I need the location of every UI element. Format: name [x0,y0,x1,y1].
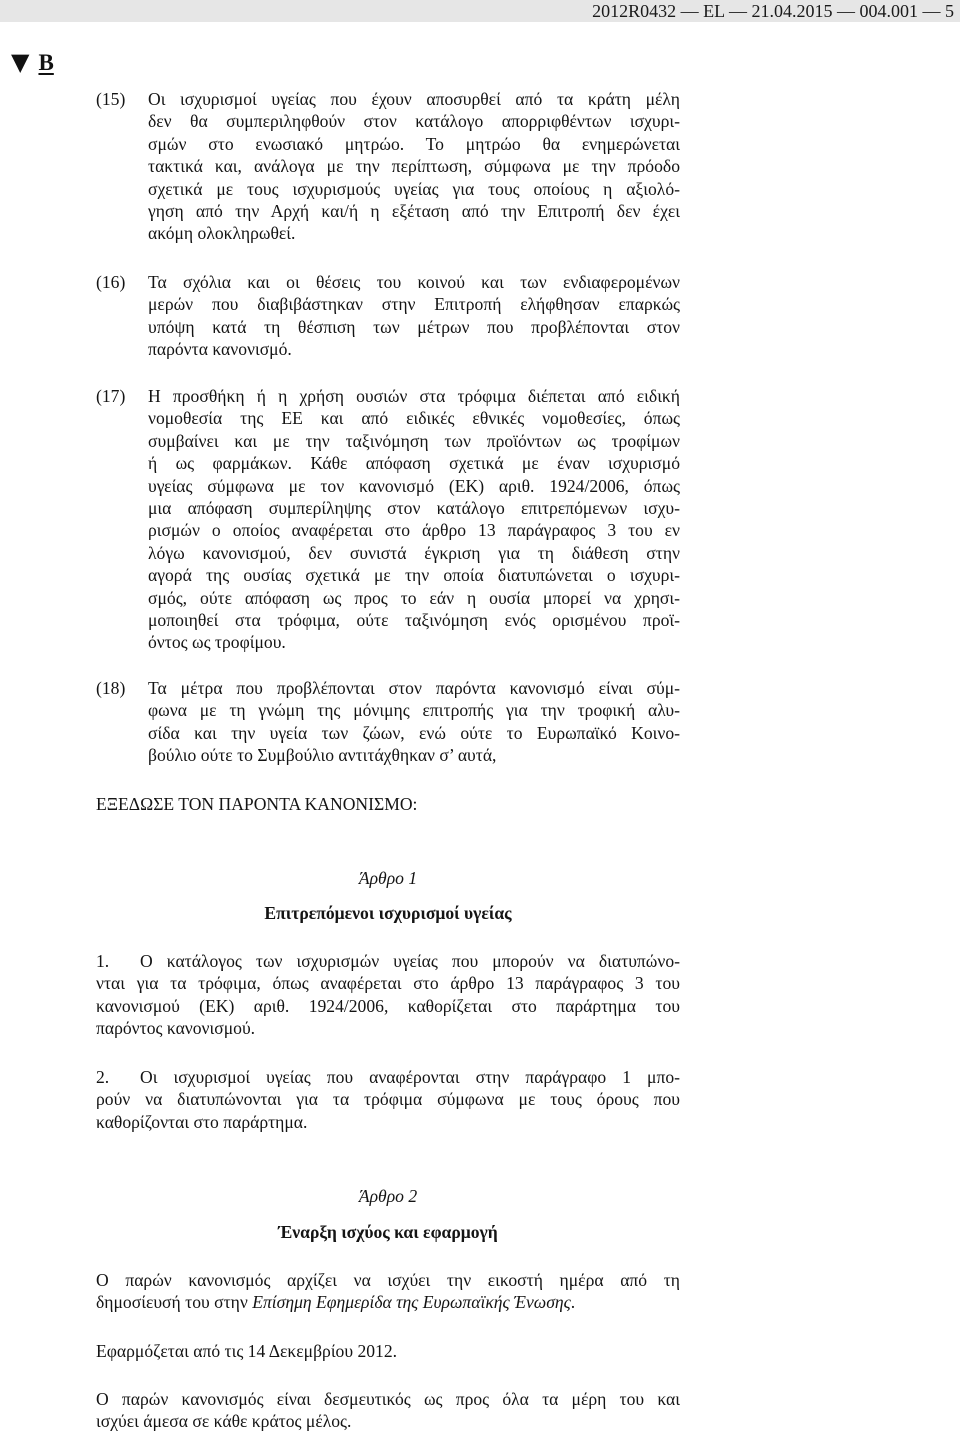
article-1-title: Επιτρεπόμενοι ισχυρισμοί υγείας [264,903,512,923]
recital-line: μερών που διαβιβάστηκαν στην Επιτροπή ελήφθησαν επαρκώς [148,294,680,315]
recital-line: σμών στο ενωσιακό μητρώο. Το μητρώο θα ενημερώνεται [148,133,680,154]
paragraph-line: Ο παρών κανονισμός είναι δεσμευτικός ως προς όλα τα μέρη του και [96,1389,680,1409]
amendment-marker [11,47,54,77]
recital-number: (17) [96,386,126,406]
recital-line: φωνα με τη γνώμη της μόνιμης επιτροπής για την τροφική αλυ- [148,700,680,721]
recital-line: λόγω κανονισμού, δεν συνιστά έγκριση για τη διάθεση στην [148,542,680,563]
paragraph-line: Εφαρμόζεται από τις 14 Δεκεμβρίου 2012. [96,1341,398,1361]
article-2-label: Άρθρο 2 [358,1186,418,1206]
recital-18 [96,677,680,767]
recital-line: όντος ως τροφίμου. [148,632,286,653]
recital-number: (15) [96,89,126,109]
paragraph-line [96,1291,680,1313]
recital-line: Η προσθήκη ή η χρήση ουσιών στα τρόφιμα διέπεται από ειδική [148,386,680,406]
recital-line: ακόμη ολοκληρωθεί. [148,223,296,244]
recital-text [148,271,680,361]
paragraph-line: ισχύει άμεσα σε κάθε κράτος μέλος. [96,1411,352,1432]
enacting-formula-text: ΕΞΕΔΩΣΕ ΤΟΝ ΠΑΡΟΝΤΑ ΚΑΝΟΝΙΣΜΟ: [96,794,418,814]
recital-text [148,677,680,767]
paragraph-line: νται για τα τρόφιμα, όπως αναφέρεται στο άρθρο 13 παράγραφος 3 του [96,973,680,994]
official-journal-title: Επίσημη Εφημερίδα της Ευρωπαϊκής Ένωσης [252,1292,571,1313]
recital-line: Οι ισχυρισμοί υγείας που έχουν αποσυρθεί από τα κράτη μέλη [148,89,680,109]
recital-line: γηση από την Αρχή και/ή η εξέταση από την Επιτροπή δεν έχει [148,200,680,221]
paragraph-text: δημοσίευσή του στην [96,1292,253,1313]
recital-17 [96,385,680,654]
recital-16 [96,271,680,361]
paragraph-line: Ο παρών κανονισμός αρχίζει να ισχύει την εικοστή ημέρα από τη [96,1270,680,1290]
recital-line: Τα μέτρα που προβλέπονται στον παρόντα κανονισμό είναι σύμ- [148,678,680,698]
paragraph-number: 2. [96,1067,110,1087]
recital-line: παρόντα κανονισμό. [148,339,292,360]
paragraph-first-line [96,950,680,972]
recital-line: σμός, ούτε απόφαση ως προς το εάν η ουσία μπορεί να χρησι- [148,587,680,608]
document-reference: 2012R0432 — EL — 21.04.2015 — 004.001 — 5 [592,1,954,21]
article-1-paragraph-2 [96,1066,680,1133]
marker-label: B [38,50,54,75]
paragraph-line: Ο κατάλογος των ισχυρισμών υγείας που μπορούν να διατυπώνο- [140,951,680,971]
page-header [0,0,960,22]
recital-line: τακτικά και, ανάλογα με την περίπτωση, σύμφωνα με την πρόοδο [148,156,680,177]
recital-line: σχετικά με τους ισχυρισμούς υγείας για τους οποίους η αξιολό- [148,178,680,199]
paragraph-line: ρούν να διατυπώνονται για τα τρόφιμα σύμφωνα με τους όρους που [96,1089,680,1110]
recital-text [148,385,680,654]
article-1-label: Άρθρο 1 [358,868,418,888]
article-2-title: Έναρξη ισχύος και εφαρμογή [278,1222,498,1242]
recital-line: ή ως φαρμάκων. Κάθε απόφαση σχετικά με έναν ισχυρισμό [148,453,680,474]
recital-line: νομοθεσία της ΕΕ και από ειδικές εθνικές νομοθεσίες, όπως [148,408,680,429]
recital-number: (18) [96,678,126,698]
article-1-paragraph-1 [96,950,680,1040]
recital-line: ρισμών ο οποίος αναφέρεται στο άρθρο 13 παράγραφος 3 του εν [148,520,680,541]
recital-line: μια απόφαση συμπερίληψης στον κατάλογο επιτρεπόμενων ισχυ- [148,497,680,518]
enacting-formula [96,793,680,815]
recital-line: αγορά της ουσίας σχετικά με την οποία διατυπώνεται ο ισχυρι- [148,565,680,586]
recital-line: βούλιο ούτε το Συμβούλιο αντιτάχθηκαν σ’ αυτά, [148,745,497,766]
recital-line: υγείας σύμφωνα με τον κανονισμό (ΕΚ) αριθ. 1924/2006, όπως [148,475,680,496]
recital-text [148,88,680,245]
recital-line: υπόψη κατά τη θέσπιση των μέτρων που προβλέπονται στον [148,316,680,337]
down-triangle-icon: ▼ [11,48,30,76]
paragraph-first-line [96,1066,680,1088]
paragraph-line: παρόντος κανονισμού. [96,1018,256,1039]
paragraph-line: Οι ισχυρισμοί υγείας που αναφέρονται στην παράγραφο 1 μπο- [140,1067,680,1087]
article-2-binding [96,1388,680,1433]
recital-line: Τα σχόλια και οι θέσεις του κοινού και των ενδιαφερομένων [148,272,680,292]
recital-line: σίδα και την υγεία των ζώων, ενώ ούτε το Ευρωπαϊκό Κοινο- [148,722,680,743]
recital-line: δεν θα συμπεριληφθούν στον κατάλογο απορριφθέντων ισχυρι- [148,111,680,132]
recital-line: μοποιηθεί στα τρόφιμα, ούτε ταξινόμηση ενός ορισμένου προϊ- [148,609,680,630]
paragraph-text: . [570,1292,576,1313]
recital-line: συμβαίνει και με την ταξινόμηση των προϊόντων ως τροφίμων [148,430,680,451]
paragraph-line: καθορίζονται στο παράρτημα. [96,1111,308,1132]
paragraph-line: κανονισμού (ΕΚ) αριθ. 1924/2006, καθορίζεται στο παράρτημα του [96,995,680,1016]
article-2-application [96,1340,680,1362]
recital-15 [96,88,680,245]
recital-number: (16) [96,272,126,292]
paragraph-number: 1. [96,951,110,971]
article-2-entry-into-force [96,1269,680,1314]
